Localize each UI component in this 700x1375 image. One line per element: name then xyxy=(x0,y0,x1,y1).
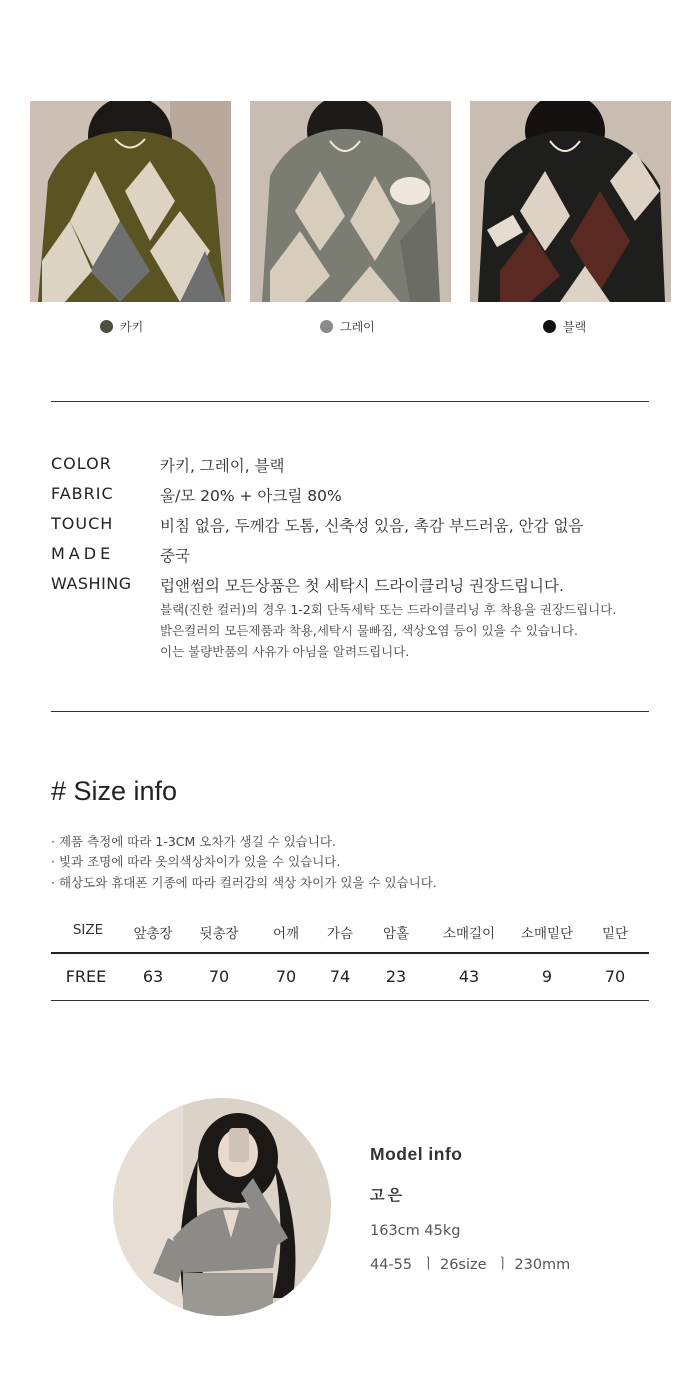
spec-value-touch: 비침 없음, 두께감 도톰, 신축성 있음, 촉감 부드러움, 안감 없음 xyxy=(160,517,584,535)
spec-value-washing: 럽앤썸의 모든상품은 첫 세탁시 드라이클리닝 권장드립니다. xyxy=(160,577,564,595)
model-sizes: 44-55 ㅣ 26size ㅣ 230mm xyxy=(370,1257,571,1273)
washing-note: 블랙(진한 컬러)의 경우 1-2회 단독세탁 또는 드라이클리닝 후 착용을 권장드립니다. xyxy=(160,602,617,617)
swatch-gray xyxy=(320,318,375,335)
model-body: 163cm 45kg xyxy=(370,1223,461,1239)
size-info-title: # Size info xyxy=(51,776,178,806)
size-table-cell: 9 xyxy=(541,967,553,986)
photo-gray xyxy=(250,101,451,302)
color-dot-khaki xyxy=(100,320,113,333)
model-info-title: Model info xyxy=(370,1144,463,1164)
size-table-header: 가슴 xyxy=(326,926,354,942)
size-table-cell: 70 xyxy=(275,967,297,986)
spec-label-fabric: FABRIC xyxy=(51,484,114,503)
swatch-label: 블랙 xyxy=(563,320,587,334)
spec-value-made: 중국 xyxy=(160,547,190,565)
size-table-cell: 70 xyxy=(208,967,230,986)
size-table-header: 암홀 xyxy=(382,926,410,942)
table-header-rule xyxy=(51,952,649,954)
swatch-black xyxy=(543,318,586,335)
size-table-cell: FREE xyxy=(65,967,107,986)
swatch-label: 그레이 xyxy=(340,320,375,334)
size-table-cell: 70 xyxy=(604,967,626,986)
photo-black xyxy=(470,101,671,302)
size-bullet: · 해상도와 휴대폰 기종에 따라 컬러감의 색상 차이가 있을 수 있습니다. xyxy=(51,875,437,890)
swatch-khaki xyxy=(100,318,143,335)
spec-value-fabric: 울/모 20% + 아크릴 80% xyxy=(160,487,342,505)
size-table-header: 앞총장 xyxy=(133,926,173,942)
color-dot-black xyxy=(543,320,556,333)
size-table-cell: 63 xyxy=(142,967,164,986)
swatch-label: 카키 xyxy=(120,320,144,334)
table-bottom-rule xyxy=(51,1000,649,1001)
size-table-cell: 74 xyxy=(329,967,351,986)
size-table-header: 어깨 xyxy=(272,926,300,942)
spec-label-color: COLOR xyxy=(51,454,112,473)
washing-note: 밝은컬러의 모든제품과 착용,세탁시 물빠짐, 색상오염 등이 있을 수 있습니다. xyxy=(160,623,579,638)
photo-khaki xyxy=(30,101,231,302)
size-table-cell: 43 xyxy=(458,967,480,986)
spec-label-touch: TOUCH xyxy=(51,514,114,533)
divider xyxy=(51,401,649,402)
spec-label-washing: WASHING xyxy=(51,574,132,593)
size-table-header: SIZE xyxy=(72,922,104,938)
size-table-header: 밑단 xyxy=(601,926,629,942)
size-table-cell: 23 xyxy=(385,967,407,986)
size-bullet: · 제품 측정에 따라 1-3CM 오차가 생길 수 있습니다. xyxy=(51,834,336,849)
divider xyxy=(51,711,649,712)
size-table-header: 소매밑단 xyxy=(520,926,574,942)
spec-label-made: MADE xyxy=(51,544,115,563)
size-table-header: 소매길이 xyxy=(442,926,496,942)
color-dot-gray xyxy=(320,320,333,333)
spec-value-color: 카키, 그레이, 블랙 xyxy=(160,457,285,475)
washing-note: 이는 불량반품의 사유가 아님을 알려드립니다. xyxy=(160,644,410,659)
model-name: 고은 xyxy=(370,1186,405,1204)
model-photo xyxy=(113,1098,331,1316)
size-table-header: 뒷총장 xyxy=(199,926,239,942)
size-bullet: · 빛과 조명에 따라 옷의색상차이가 있을 수 있습니다. xyxy=(51,854,341,869)
